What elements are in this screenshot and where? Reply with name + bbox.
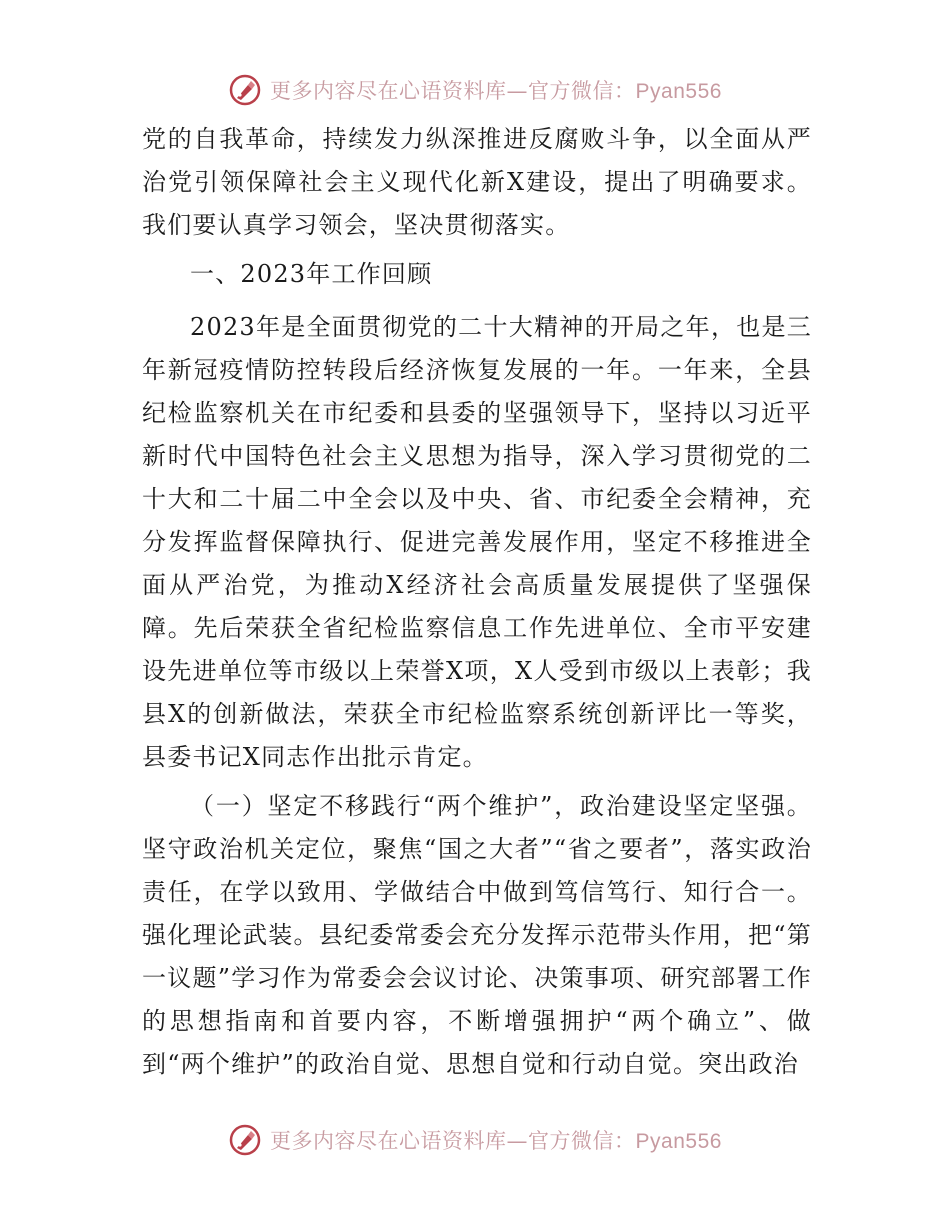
paragraph-subsection-1: （一）坚定不移践行“两个维护”，政治建设坚定坚强。坚守政治机关定位，聚焦“国之大者”“省之要者”，落实政治责任，在学以致用、学做结合中做到笃信笃行、知行合一。强化理论武装。县纪委常委会充分发挥示范带头作用，把“第一议题”学习作为常委会会议讨论、决策事项、研究部署工作的思想指南和首要内容，不断增强拥护“两个确立”、做到“两个维护”的政治自觉、思想自觉和行动自觉。突出政治 — [142, 792, 812, 1078]
paragraph-review: 2023年是全面贯彻党的二十大精神的开局之年，也是三年新冠疫情防控转段后经济恢复发展的一年。一年来，全县纪检监察机关在市纪委和县委的坚强领导下，坚持以习近平新时代中国特色社会主义思想为指导，深入学习贯彻党的二十大和二十届二中全会以及中央、省、市纪委全会精神，充分发挥监督保障执行、促进完善发展作用，坚定不移推进全面从严治党，为推动X经济社会高质量发展提供了坚强保障。先后荣获全省纪检监察信息工作先进单位、全市平安建设先进单位等市级以上荣誉X项，X人受到市级以上表彰；我县X的创新做法，荣获全市纪检监察系统创新评比一等奖，县委书记X同志作出批示肯定。 — [142, 313, 812, 771]
paragraph-continuation: 党的自我革命，持续发力纵深推进反腐败斗争，以全面从严治党引领保障社会主义现代化新X建设，提出了明确要求。我们要认真学习领会，坚决贯彻落实。 — [142, 125, 812, 239]
watermark-banner-bottom — [0, 1120, 950, 1160]
watermark-text: 更多内容尽在心语资料库—官方微信：Pyan556 — [270, 1129, 722, 1153]
document-body — [142, 118, 812, 1092]
watermark-banner-top — [0, 70, 950, 110]
pen-nib-logo-icon — [228, 73, 262, 107]
watermark-text: 更多内容尽在心语资料库—官方微信：Pyan556 — [270, 79, 722, 103]
section-heading: 一、2023年工作回顾 — [190, 260, 433, 288]
pen-nib-logo-icon — [228, 1123, 262, 1157]
